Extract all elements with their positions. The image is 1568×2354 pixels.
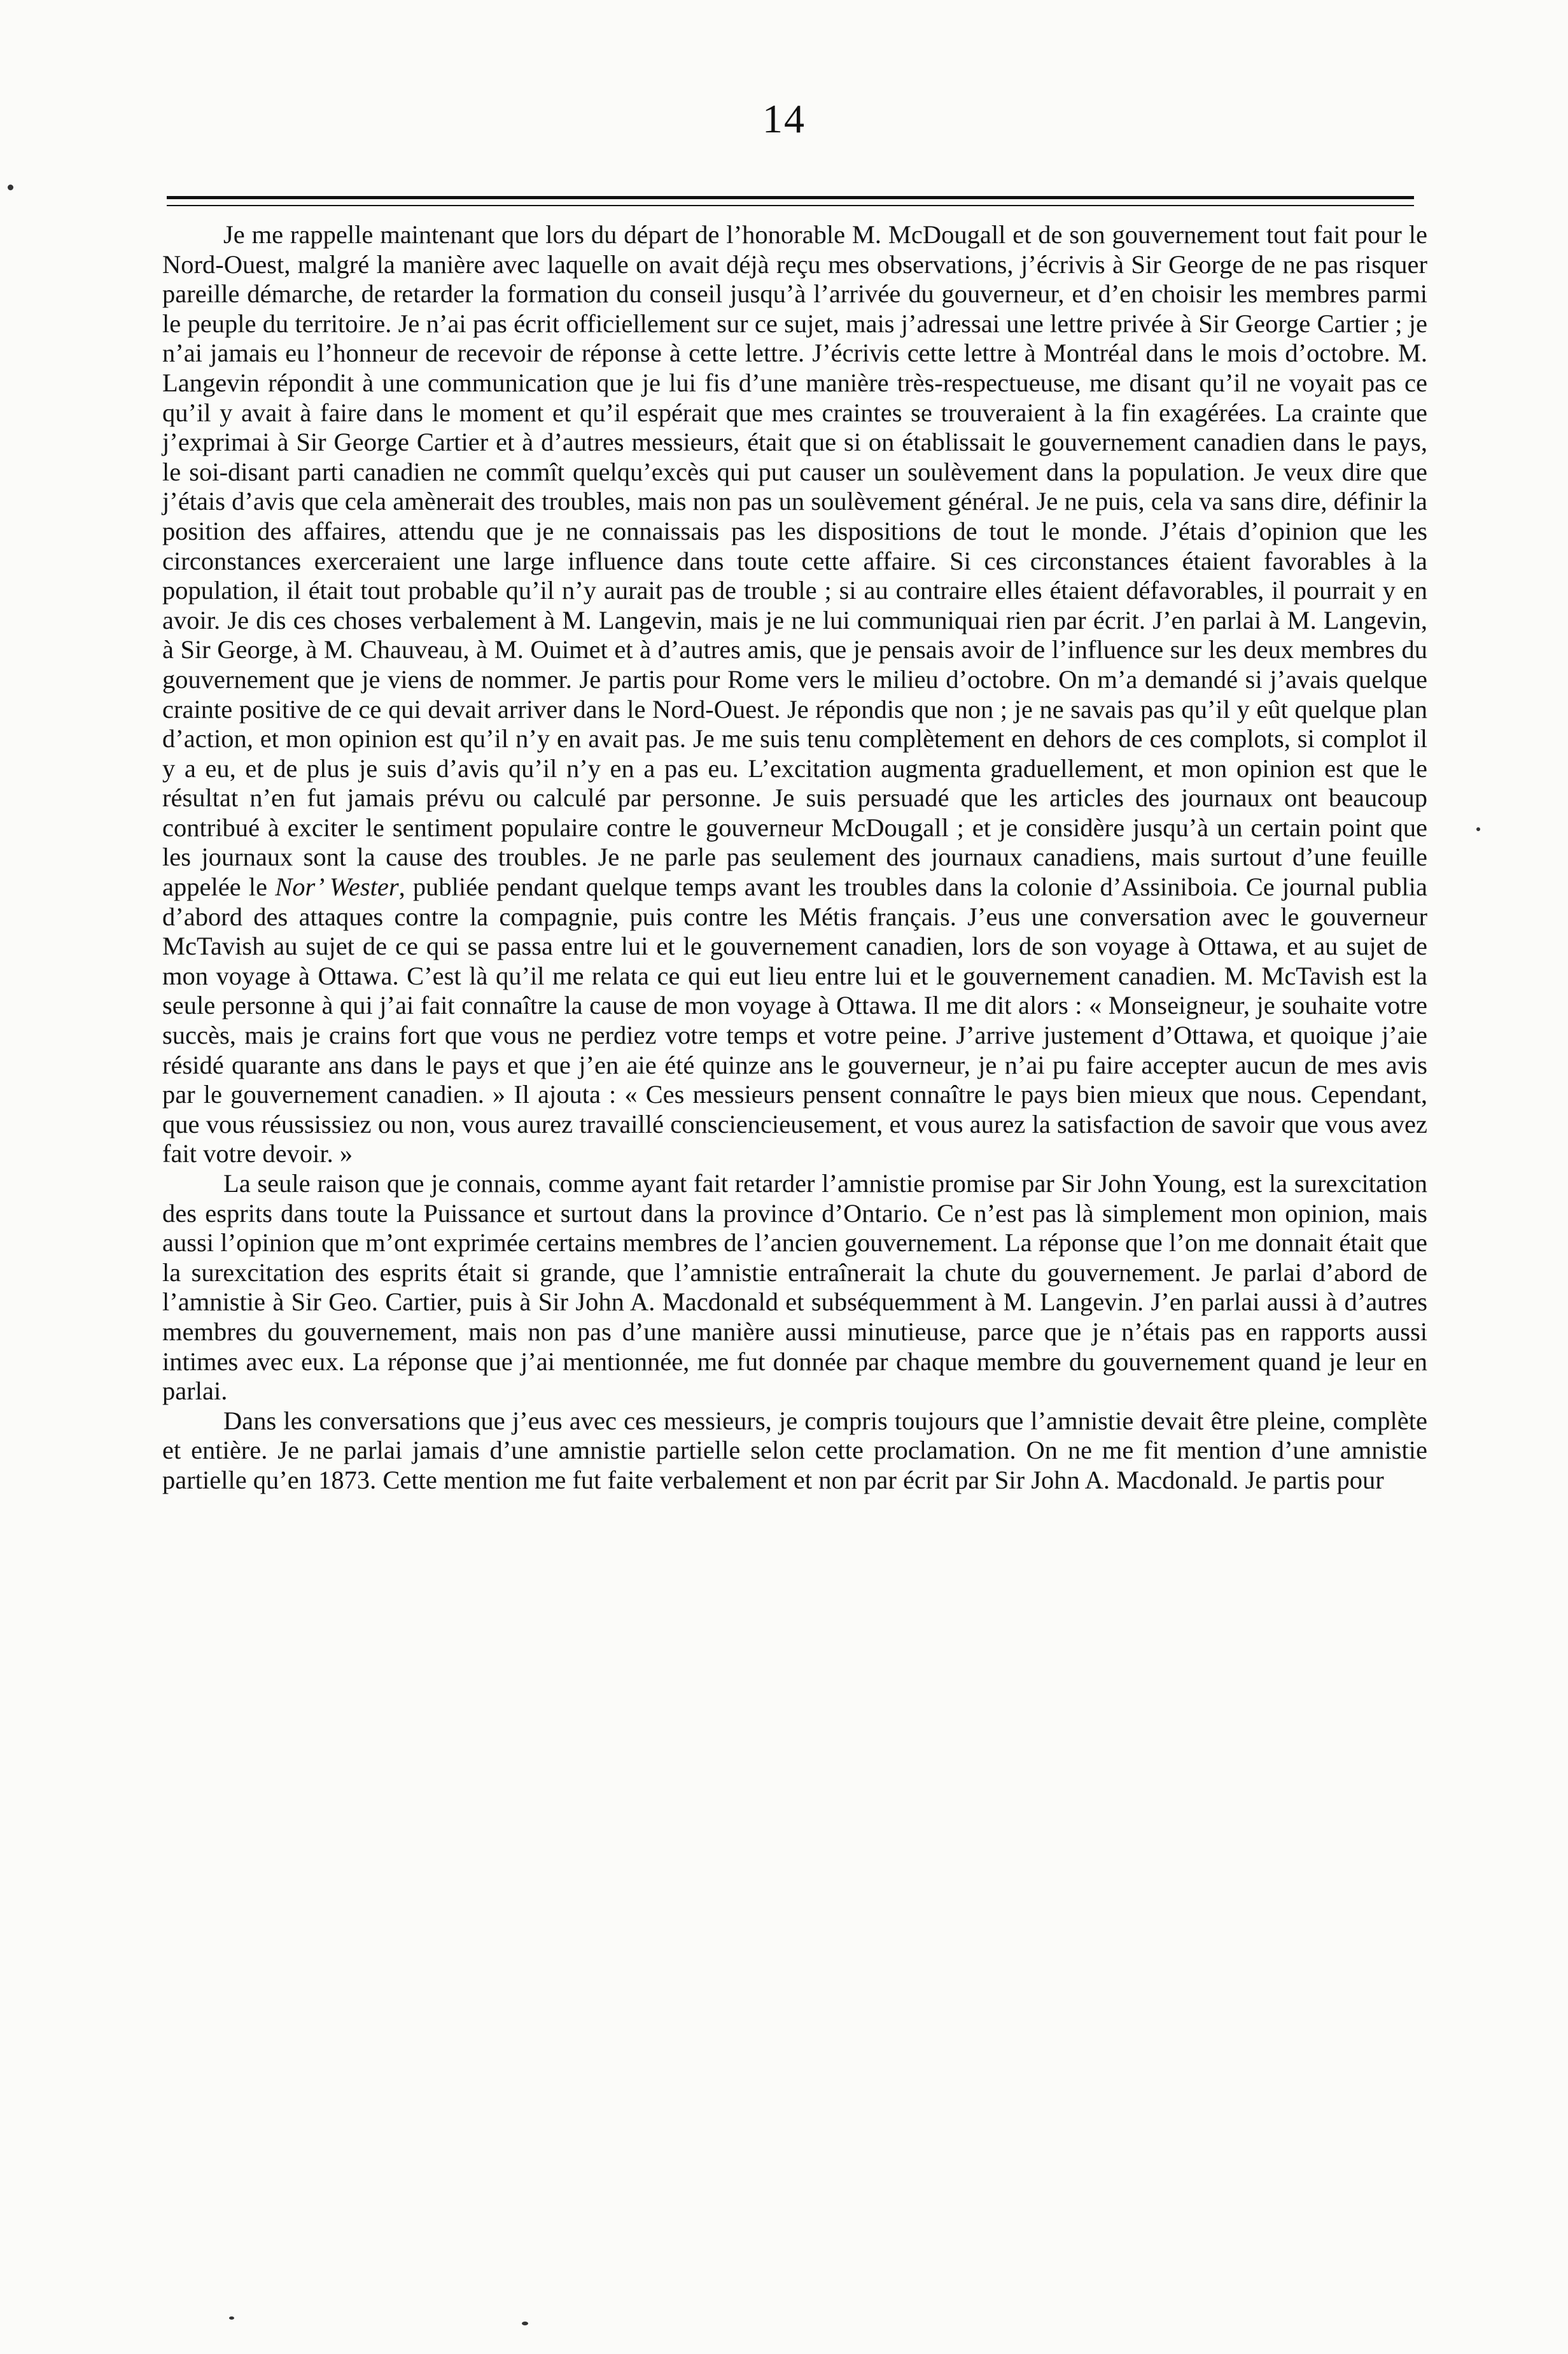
body-text <box>162 220 1427 1496</box>
paragraph-1-text-a: Je me rappelle maintenant que lors du départ de l’honorable M. McDougall et de son gouvernement tout fait pour le Nord-Ouest, malgré la manière avec laquelle on avait déjà reçu mes observations, j’écrivis à Sir George de ne pas risquer pareille démarche, de retarder la formation du conseil jusqu’à l’arrivée du gouverneur, et d’en choisir les membres parmi le peuple du territoire. Je n’ai pas écrit officiellement sur ce sujet, mais j’adressai une lettre privée à Sir George Cartier ; je n’ai jamais eu l’honneur de recevoir de réponse à cette lettre. J’écrivis cette lettre à Montréal dans le mois d’octobre. M. Langevin répondit à une communication que je lui fis d’une manière très-respectueuse, me disant qu’il ne voyait pas ce qu’il y avait à faire dans le moment et qu’il espérait que mes craintes se trouveraient à la fin exagérées. La crainte que j’exprimai à Sir George Cartier et à d’autres messieurs, était que si on établissait le gouvernement canadien dans le pays, le soi-disant parti canadien ne commît quelqu’excès qui put causer un soulèvement dans la population. Je veux dire que j’étais d’avis que cela amènerait des troubles, mais non pas un soulèvement général. Je ne puis, cela va sans dire, définir la position des affaires, attendu que je ne connaissais pas les dispositions de tout le monde. J’étais d’opinion que les circonstances exerceraient une large influence dans toute cette affaire. Si ces circonstances étaient favorables à la population, il était tout probable qu’il n’y aurait pas de trouble ; si au contraire elles étaient défavorables, il pourrait y en avoir. Je dis ces choses verbalement à M. Langevin, mais je ne lui communiquai rien par écrit. J’en parlai à M. Langevin, à Sir George, à M. Chauveau, à M. Ouimet et à d’autres amis, que je pensais avoir de l’influence sur les deux membres du gouvernement que je viens de nommer. Je partis pour Rome vers le milieu d’octobre. On m’a demandé si j’avais quelque crainte positive de ce qui devait arriver dans le Nord-Ouest. Je répondis que non ; je ne savais pas qu’il y eût quelque plan d’action, et mon opinion est qu’il n’y en avait pas. Je me suis tenu complètement en dehors de ces complots, si complot il y a eu, et de plus je suis d’avis qu’il n’y en a pas eu. L’excitation augmenta graduellement, et mon opinion est que le résultat n’en fut jamais prévu ou calculé par personne. Je suis persuadé que les articles des journaux ont beaucoup contribué à exciter le sentiment populaire contre le gouverneur McDougall ; et je considère jusqu’à un certain point que les journaux sont la cause des troubles. Je ne parle pas seulement des journaux canadiens, mais surtout d’une feuille appelée le <box>162 220 1427 902</box>
scan-speck <box>8 185 13 190</box>
paragraph-1-text-b: , publiée pendant quelque temps avant les troubles dans la colonie d’Assiniboia. Ce journal publia d’abord des attaques contre la compagnie, puis contre les Métis français. J’eus une conversation avec le gouverneur McTavish au sujet de ce qui se passa entre lui et le gouvernement canadien, lors de son voyage à Ottawa, et au sujet de mon voyage à Ottawa. C’est là qu’il me relata ce qui eut lieu entre lui et le gouvernement canadien. M. McTavish est la seule personne à qui j’ai fait connaître la cause de mon voyage à Ottawa. Il me dit alors : « Monseigneur, je souhaite votre succès, mais je crains fort que vous ne perdiez votre temps et votre peine. J’arrive justement d’Ottawa, et quoique j’aie résidé quarante ans dans le pays et que j’en aie été quinze ans le gouverneur, je n’ai pu faire accepter aucun de mes avis par le gouvernement canadien. » Il ajouta : « Ces messieurs pensent connaître le pays bien mieux que nous. Cependant, que vous réussissiez ou non, vous aurez travaillé consciencieusement, et vous aurez la satisfaction de savoir que vous avez fait votre devoir. » <box>162 872 1428 1168</box>
header-rule-thick <box>167 196 1414 199</box>
newspaper-title: Nor’ Wester <box>275 872 399 902</box>
header-rule-thin <box>167 205 1414 206</box>
scan-speck <box>229 2316 234 2320</box>
page-number: 14 <box>762 96 806 141</box>
paragraph-2: La seule raison que je connais, comme ayant fait retarder l’amnistie promise par Sir John Young, est la surexcitation des esprits dans toute la Puissance et surtout dans la province d’Ontario. Ce n’est pas là simplement mon opinion, mais aussi l’opinion que m’ont exprimée certains membres de l’ancien gouvernement. La réponse que l’on me donnait était que la surexcitation des esprits était si grande, que l’amnistie entraînerait la chute du gouvernement. Je parlai d’abord de l’amnistie à Sir Geo. Cartier, puis à Sir John A. Macdonald et subséquemment à M. Langevin. J’en parlai aussi à d’autres membres du gouvernement, mais non pas d’une manière aussi minutieuse, parce que je n’étais pas en rapports aussi intimes avec eux. La réponse que j’ai mentionnée, me fut donnée par chaque membre du gouvernement quand je leur en parlai. <box>162 1169 1427 1406</box>
scan-speck <box>522 2322 528 2325</box>
paragraph-3: Dans les conversations que j’eus avec ces messieurs, je compris toujours que l’amnistie devait être pleine, complète et entière. Je ne parlai jamais d’une amnistie partielle selon cette proclamation. On ne me fit mention d’une amnistie partielle qu’en 1873. Cette mention me fut faite verbalement et non par écrit par Sir John A. Macdonald. Je partis pour <box>162 1406 1427 1494</box>
paragraph-1 <box>162 220 1427 1169</box>
scan-speck <box>1476 827 1480 831</box>
